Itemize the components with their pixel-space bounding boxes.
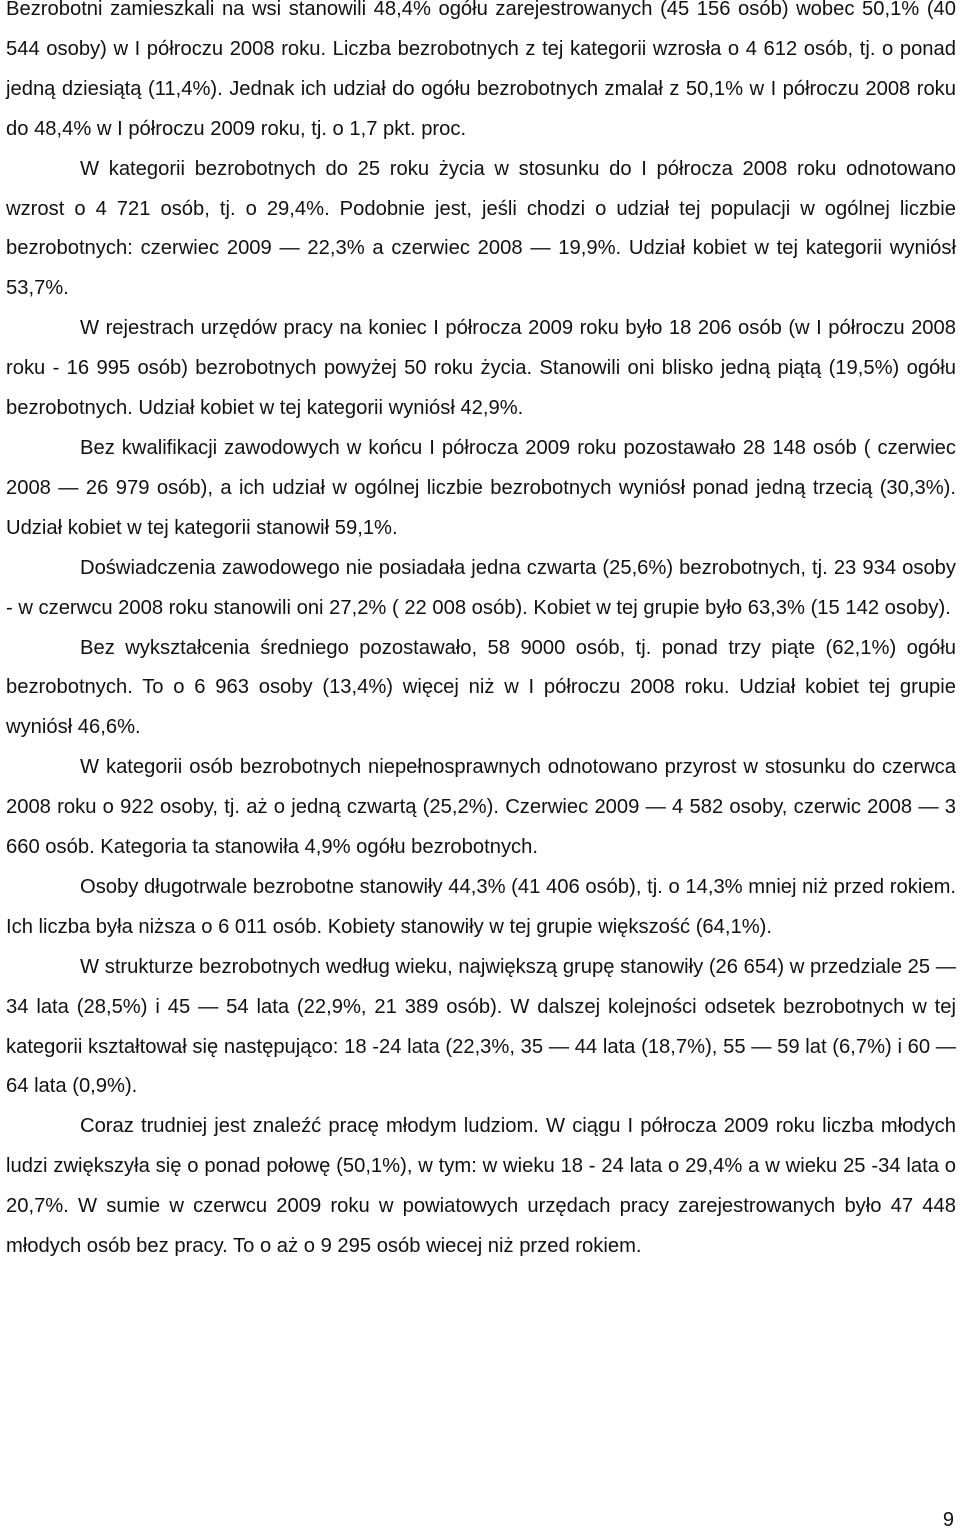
- paragraph-age-structure: W strukturze bezrobotnych według wieku, największą grupę stanowiły (26 654) w przedziale 25 — 34 lata (28,5%) i 45 — 54 lata (22,9%, 21 389 osób). W dalszej kolejności odsetek bezrobotnych w tej kategorii kształtował się następująco: 18 -24 lata (22,3%, 35 — 44 lata (18,7%), 55 — 59 lat (6,7%) i 60 — 64 lata (0,9%).: [6, 955, 956, 1098]
- paragraph-no-experience: Doświadczenia zawodowego nie posiadała jedna czwarta (25,6%) bezrobotnych, tj. 23 934 osoby - w czerwcu 2008 roku stanowili oni 27,2% ( 22 008 osób). Kobiet w tej grupie było 63,3% (15 142 osoby).: [6, 556, 956, 619]
- paragraph-over-50: W rejestrach urzędów pracy na koniec I półrocza 2009 roku było 18 206 osób (w I półroczu 2008 roku - 16 995 osób) bezrobotnych powyżej 50 roku życia. Stanowili oni blisko jedną piątą (19,5%) ogółu bezrobotnych. Udział kobiet w tej kategorii wyniósł 42,9%.: [6, 317, 956, 420]
- paragraph-under-25: W kategorii bezrobotnych do 25 roku życia w stosunku do I półrocza 2008 roku odnotowano wzrost o 4 721 osób, tj. o 29,4%. Podobnie jest, jeśli chodzi o udział tej populacji w ogólnej liczbie bezrobotnych: czerwiec 2009 — 22,3% a czerwiec 2008 — 19,9%. Udział kobiet w tej kategorii wyniósł 53,7%.: [6, 157, 956, 300]
- document-body: [6, 0, 956, 1267]
- paragraph-no-qualifications: Bez kwalifikacji zawodowych w końcu I półrocza 2009 roku pozostawało 28 148 osób ( czerwiec 2008 — 26 979 osób), a ich udział w ogólnej liczbie bezrobotnych wyniósł ponad jedną trzecią (30,3%). Udział kobiet w tej kategorii stanowił 59,1%.: [6, 436, 956, 539]
- paragraph-rural-unemployed: Bezrobotni zamieszkali na wsi stanowili 48,4% ogółu zarejestrowanych (45 156 osób) wobec 50,1% (40 544 osoby) w I półroczu 2008 roku. Liczba bezrobotnych z tej kategorii wzrosła o 4 612 osób, tj. o ponad jedną dziesiątą (11,4%). Jednak ich udział do ogółu bezrobotnych zmalał z 50,1% w I półroczu 2008 roku do 48,4% w I półroczu 2009 roku, tj. o 1,7 pkt. proc.: [6, 0, 956, 140]
- page-number: 9: [942, 1509, 954, 1531]
- paragraph-no-secondary-education: Bez wykształcenia średniego pozostawało, 58 9000 osób, tj. ponad trzy piąte (62,1%) ogółu bezrobotnych. To o 6 963 osoby (13,4%) więcej niż w I półroczu 2008 roku. Udział kobiet tej grupie wyniósł 46,6%.: [6, 636, 956, 739]
- paragraph-long-term: Osoby długotrwale bezrobotne stanowiły 44,3% (41 406 osób), tj. o 14,3% mniej niż przed rokiem. Ich liczba była niższa o 6 011 osób. Kobiety stanowiły w tej grupie większość (64,1%).: [6, 875, 956, 938]
- paragraph-disabled: W kategorii osób bezrobotnych niepełnosprawnych odnotowano przyrost w stosunku do czerwca 2008 roku o 922 osoby, tj. aż o jedną czwartą (25,2%). Czerwiec 2009 — 4 582 osoby, czerwic 2008 — 3 660 osób. Kategoria ta stanowiła 4,9% ogółu bezrobotnych.: [6, 756, 956, 859]
- paragraph-young-people: Coraz trudniej jest znaleźć pracę młodym ludziom. W ciągu I półrocza 2009 roku liczba młodych ludzi zwiększyła się o ponad połowę (50,1%), w tym: w wieku 18 - 24 lata o 29,4% a w wieku 25 -34 lata o 20,7%. W sumie w czerwcu 2009 roku w powiatowych urzędach pracy zarejestrowanych było 47 448 młodych osób bez pracy. To o aż o 9 295 osób wiecej niż przed rokiem.: [6, 1115, 956, 1258]
